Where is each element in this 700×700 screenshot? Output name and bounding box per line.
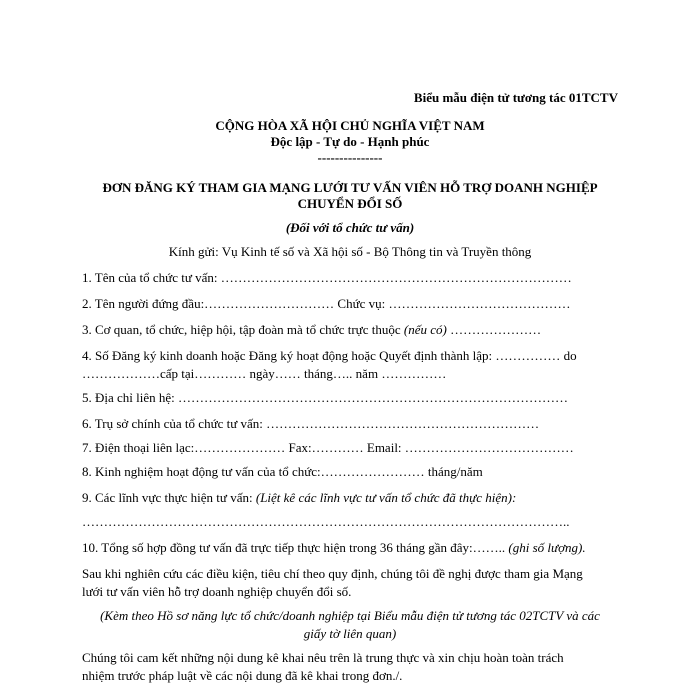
attachment-note-line-2: giấy tờ liên quan)	[303, 626, 397, 641]
item-3-dots: …………………	[446, 322, 542, 337]
item-7-contact: 7. Điện thoại liên lạc:………………… Fax:………… Email: …………………………………	[82, 440, 574, 455]
doc-title-line-2: CHUYỂN ĐỔI SỐ	[297, 196, 403, 211]
item-4-line-2: ………………cấp tại………… ngày…… tháng….. năm ……………	[82, 366, 447, 381]
form-code: Biểu mẫu điện tử tương tác 01TCTV	[413, 90, 618, 105]
doc-title-line-1: ĐƠN ĐĂNG KÝ THAM GIA MẠNG LƯỚI TƯ VẤN VIÊN HỖ TRỢ DOANH NGHIỆP	[102, 180, 598, 195]
item-3-parent-org	[82, 322, 541, 338]
item-8-experience: 8. Kinh nghiệm hoạt động tư vấn của tổ chức:…………………… tháng/năm	[82, 464, 483, 479]
recipient: Kính gửi: Vụ Kinh tế số và Xã hội số - Bộ Thông tin và Truyền thông	[168, 244, 532, 259]
national-title: CỘNG HÒA XÃ HỘI CHỦ NGHĨA VIỆT NAM	[215, 118, 485, 133]
item-2-head-name: 2. Tên người đứng đầu:………………………… Chức vụ: ……………………………………	[82, 296, 571, 311]
item-10-contracts	[82, 540, 586, 556]
item-1-org-name: 1. Tên của tổ chức tư vấn: ………………………………………………………………………	[82, 270, 572, 285]
commitment-paragraph-line-1: Chúng tôi cam kết những nội dung kê khai nêu trên là trung thực và xin chịu hoàn toàn trách	[82, 650, 564, 665]
divider: ---------------	[317, 150, 383, 165]
item-9-note: (Liệt kê các lĩnh vực tư vấn tổ chức đã thực hiện):	[255, 490, 517, 505]
attachment-note-line-1: (Kèm theo Hồ sơ năng lực tổ chức/doanh nghiệp tại Biểu mẫu điện tử tương tác 02TCTV và các	[100, 608, 600, 623]
item-9-dots: …………………………………………………………………………………………………..	[82, 514, 570, 529]
motto: Độc lập - Tự do - Hạnh phúc	[270, 134, 430, 149]
commitment-paragraph-line-2: nhiệm trước pháp luật về các nội dung đã kê khai trong đơn./.	[82, 668, 403, 683]
request-paragraph-line-2: lưới tư vấn viên hỗ trợ doanh nghiệp chuyển đổi số.	[82, 584, 352, 599]
item-9-fields	[82, 490, 516, 506]
item-4-line-1: 4. Số Đăng ký kinh doanh hoặc Đăng ký hoạt động hoặc Quyết định thành lập: …………… do	[82, 348, 577, 363]
item-10-note: (ghi số lượng).	[508, 540, 586, 555]
item-10-text: 10. Tổng số hợp đồng tư vấn đã trực tiếp thực hiện trong 36 tháng gần đây:……..	[82, 540, 509, 555]
item-3-text: 3. Cơ quan, tổ chức, hiệp hội, tập đoàn mà tổ chức trực thuộc	[82, 322, 404, 337]
item-3-note: (nếu có)	[403, 322, 447, 337]
request-paragraph-line-1: Sau khi nghiên cứu các điều kiện, tiêu chí theo quy định, chúng tôi đề nghị được tham gia Mạng	[82, 566, 583, 581]
item-5-address: 5. Địa chỉ liên hệ: ………………………………………………………………………………	[82, 390, 569, 405]
item-9-text: 9. Các lĩnh vực thực hiện tư vấn:	[82, 490, 256, 505]
doc-subtitle: (Đối với tổ chức tư vấn)	[285, 220, 415, 235]
item-6-headquarters: 6. Trụ sở chính của tổ chức tư vấn: ………………………………………………………	[82, 416, 540, 431]
